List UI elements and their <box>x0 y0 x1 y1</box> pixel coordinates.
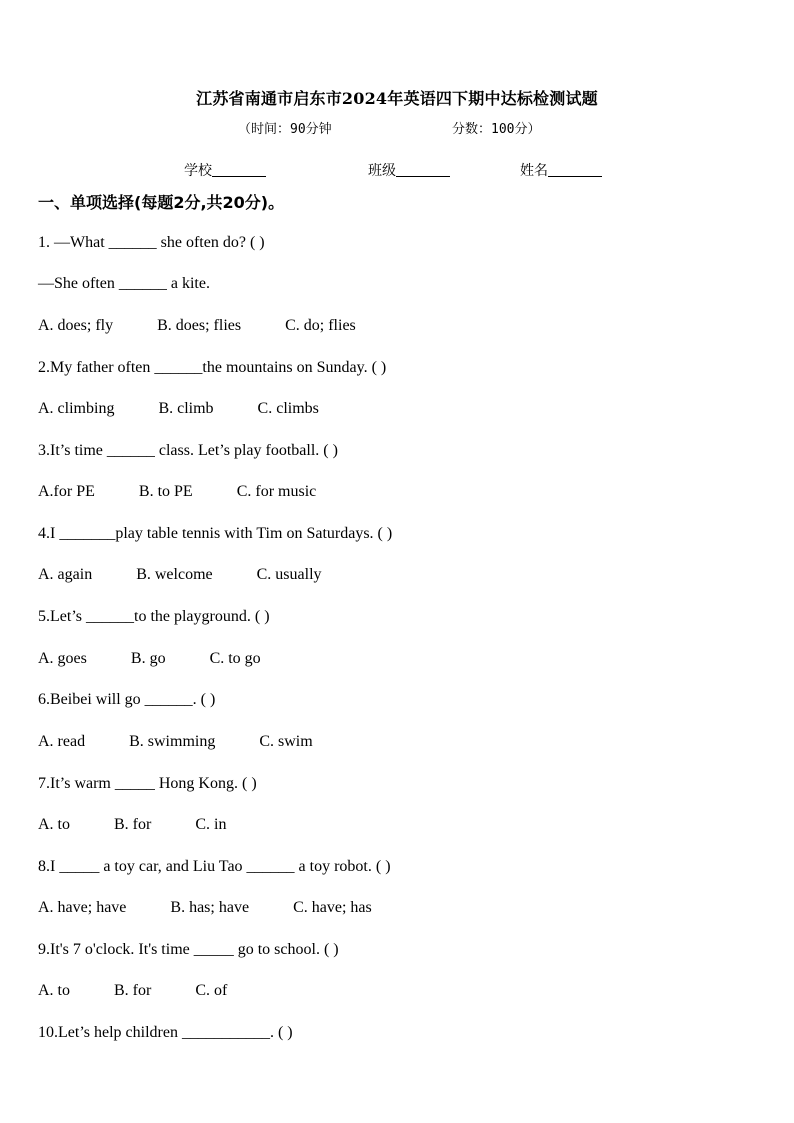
question-8-stem: 8.I _____ a toy car, and Liu Tao ______ a toy robot. ( ) <box>38 858 391 875</box>
option-a[interactable]: A. have; have <box>38 899 127 916</box>
exam-score: 分数：100分） <box>452 122 541 137</box>
option-a[interactable]: A. again <box>38 566 93 583</box>
name-field <box>520 160 602 180</box>
option-c[interactable]: C. climbs <box>257 400 319 417</box>
option-b[interactable]: B. climb <box>158 400 214 417</box>
option-a[interactable]: A. does; fly <box>38 317 114 334</box>
question-5-options <box>38 649 261 669</box>
option-a[interactable]: A. to <box>38 816 70 833</box>
question-1-stem: 1. —What ______ she often do? ( ) <box>38 234 265 251</box>
option-b[interactable]: B. go <box>130 650 166 667</box>
option-a[interactable]: A. to <box>38 982 70 999</box>
school-blank[interactable] <box>212 162 266 177</box>
school-field <box>184 160 266 180</box>
question-1-options <box>38 316 356 336</box>
question-3-stem: 3.It’s time ______ class. Let’s play football. ( ) <box>38 442 338 459</box>
question-9-stem: 9.It's 7 o'clock. It's time _____ go to school. ( ) <box>38 941 339 958</box>
option-a[interactable]: A. goes <box>38 650 87 667</box>
option-c[interactable]: C. to go <box>209 650 261 667</box>
question-3-options <box>38 482 316 502</box>
question-8-options <box>38 898 372 918</box>
question-9-options <box>38 981 227 1001</box>
class-blank[interactable] <box>396 162 450 177</box>
exam-title: 江苏省南通市启东市2024年英语四下期中达标检测试题 <box>196 89 598 108</box>
option-b[interactable]: B. for <box>114 816 152 833</box>
class-label: 班级 <box>368 163 396 179</box>
option-c[interactable]: C. of <box>195 982 228 999</box>
option-c[interactable]: C. do; flies <box>285 317 356 334</box>
option-b[interactable]: B. welcome <box>136 566 213 583</box>
name-label: 姓名 <box>520 163 548 179</box>
option-c[interactable]: C. have; has <box>293 899 372 916</box>
name-blank[interactable] <box>548 162 602 177</box>
class-field <box>368 160 450 180</box>
option-b[interactable]: B. has; have <box>170 899 250 916</box>
question-4-options <box>38 565 322 585</box>
option-c[interactable]: C. in <box>195 816 227 833</box>
section-heading: 一、单项选择(每题2分,共20分)。 <box>38 193 285 212</box>
option-b[interactable]: B. to PE <box>138 483 193 500</box>
question-2-stem: 2.My father often ______the mountains on Sunday. ( ) <box>38 359 387 376</box>
question-1-stem-2: —She often ______ a kite. <box>38 275 210 292</box>
question-7-options <box>38 815 226 835</box>
option-a[interactable]: A. read <box>38 733 86 750</box>
exam-time: （时间：90分钟 <box>238 122 332 137</box>
option-b[interactable]: B. swimming <box>129 733 216 750</box>
question-6-stem: 6.Beibei will go ______. ( ) <box>38 691 216 708</box>
question-2-options <box>38 399 319 419</box>
option-c[interactable]: C. swim <box>259 733 313 750</box>
option-c[interactable]: C. usually <box>256 566 322 583</box>
school-label: 学校 <box>184 163 212 179</box>
question-5-stem: 5.Let’s ______to the playground. ( ) <box>38 608 270 625</box>
option-a[interactable]: A. climbing <box>38 400 115 417</box>
question-4-stem: 4.I _______play table tennis with Tim on Saturdays. ( ) <box>38 525 393 542</box>
question-7-stem: 7.It’s warm _____ Hong Kong. ( ) <box>38 775 257 792</box>
option-c[interactable]: C. for music <box>236 483 317 500</box>
question-10-stem: 10.Let’s help children ___________. ( ) <box>38 1024 293 1041</box>
option-a[interactable]: A.for PE <box>38 483 95 500</box>
option-b[interactable]: B. for <box>114 982 152 999</box>
question-6-options <box>38 732 313 752</box>
option-b[interactable]: B. does; flies <box>157 317 242 334</box>
